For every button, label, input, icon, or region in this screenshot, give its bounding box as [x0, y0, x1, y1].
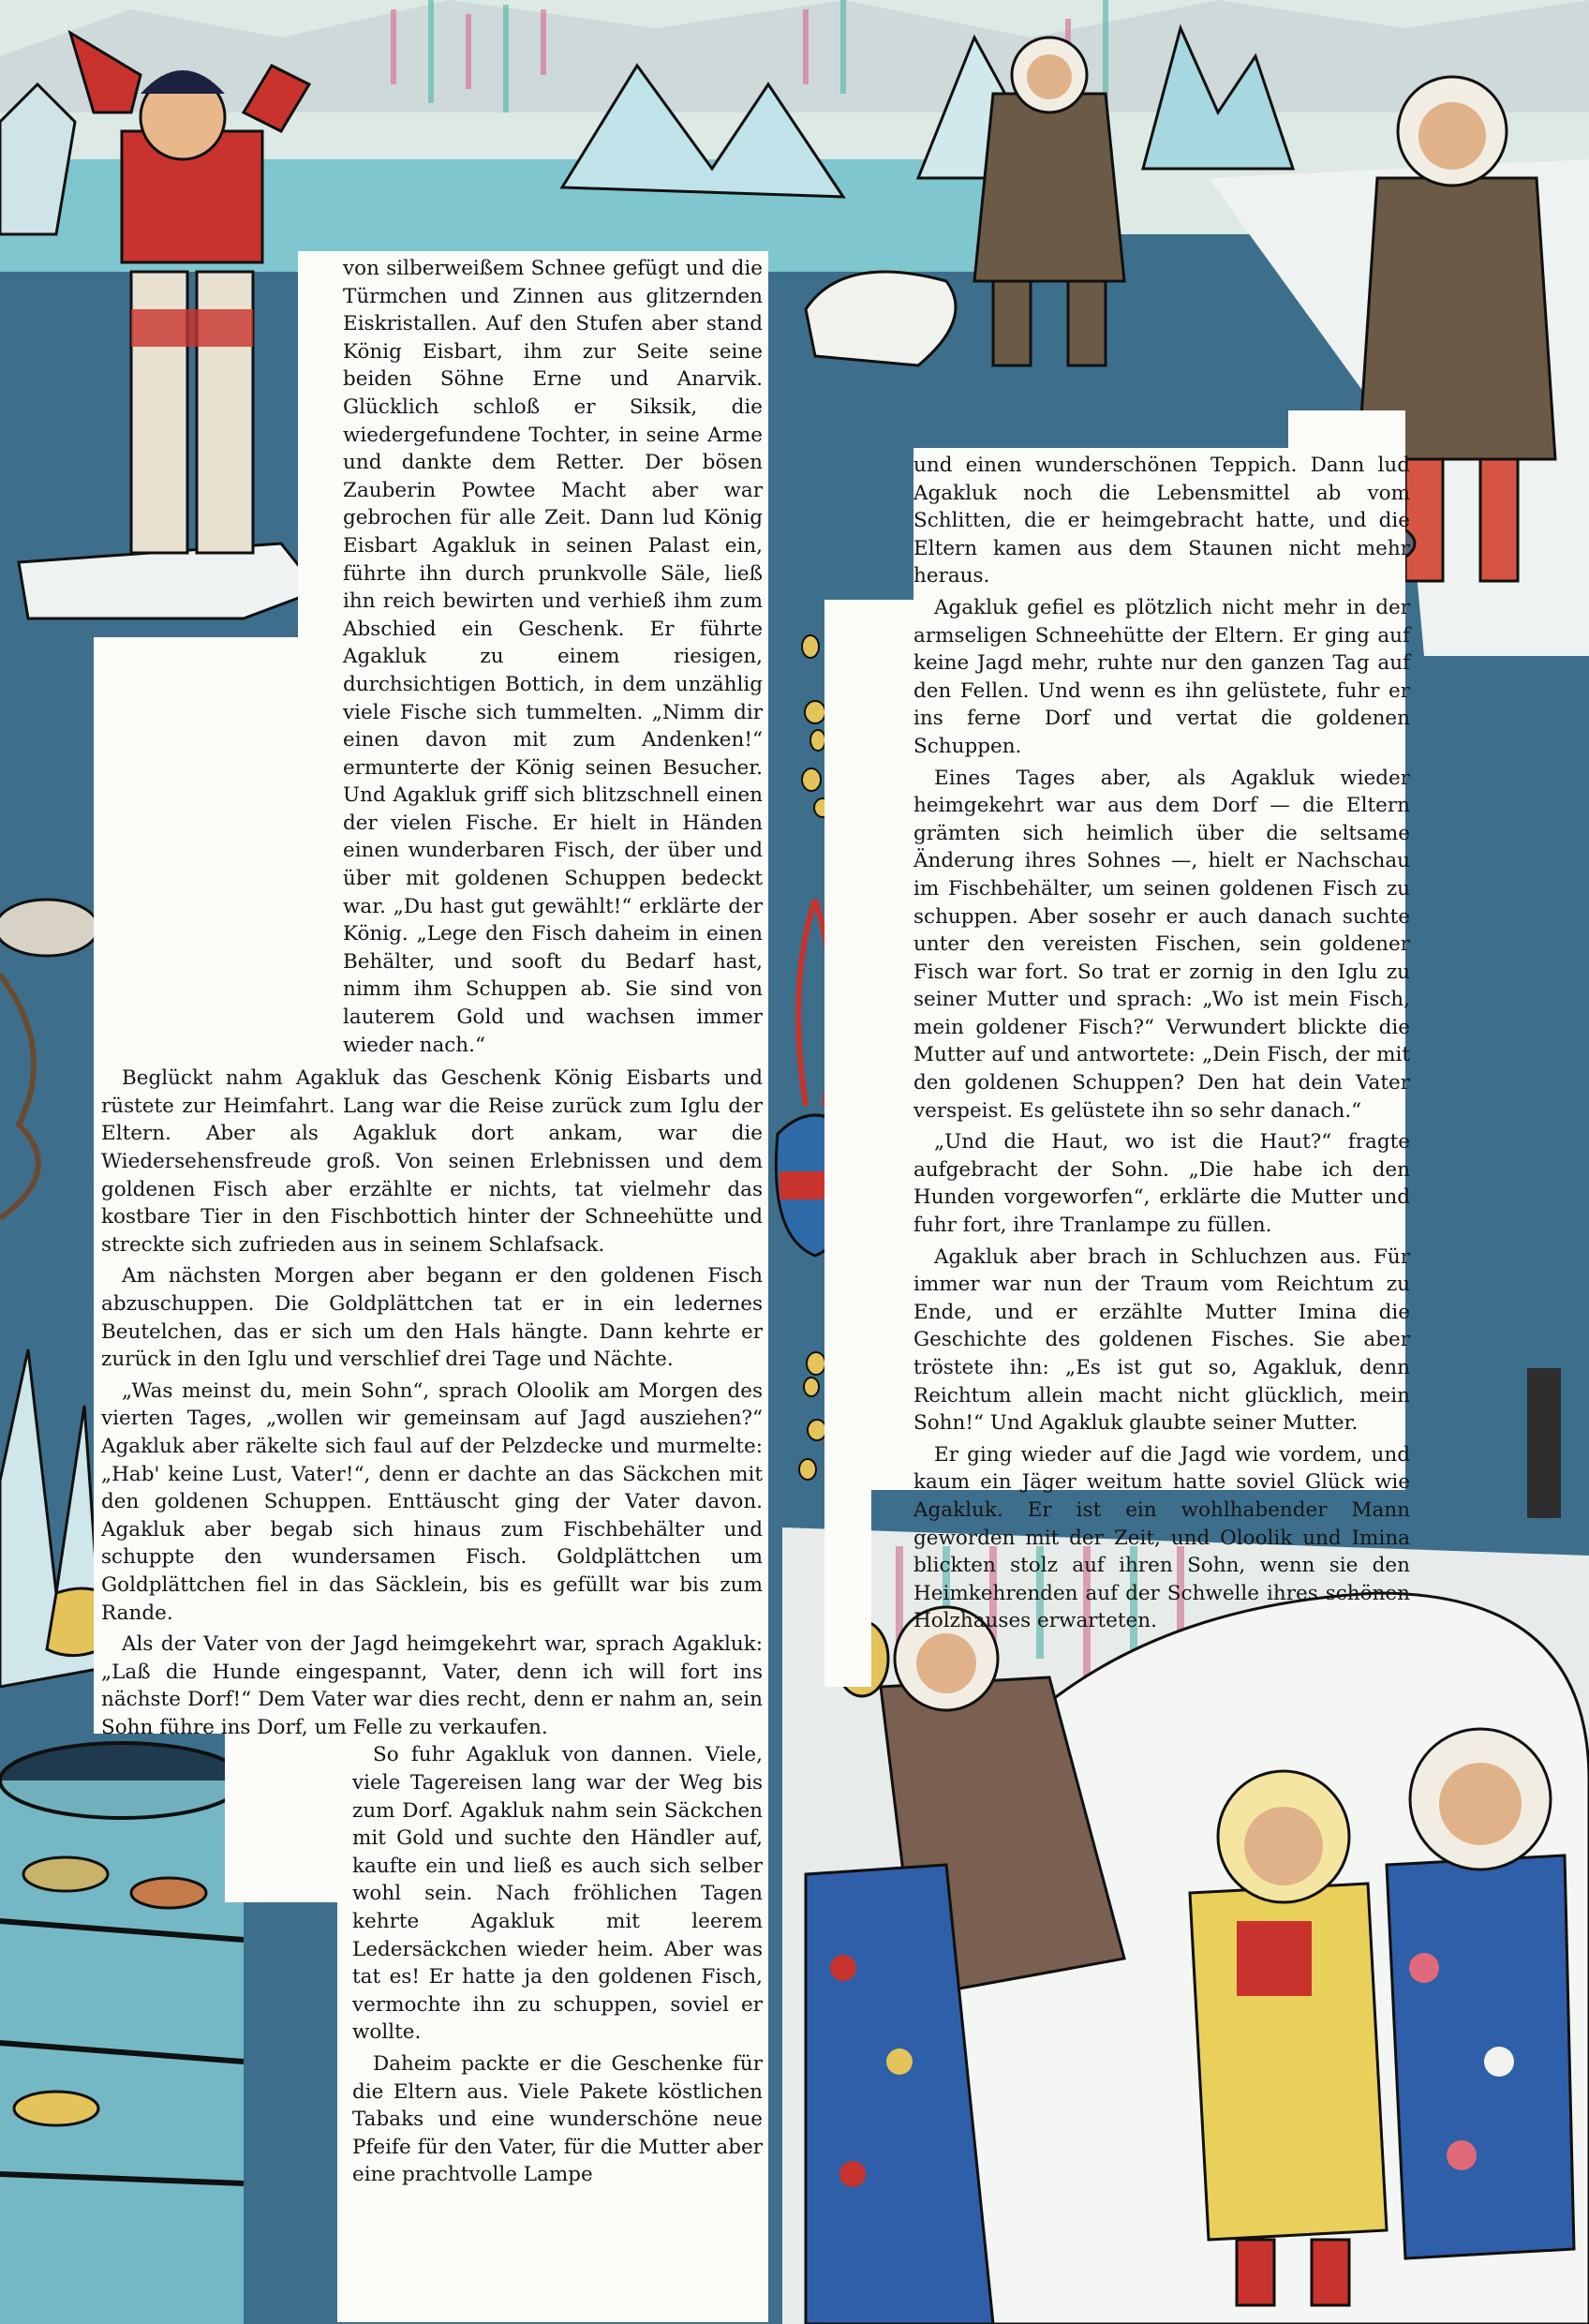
story-column-right	[913, 452, 1410, 1635]
paragraph: „Was meinst du, mein Sohn“, sprach Oloolik am Morgen des vierten Tages, „wollen wir gemeinsam auf Jagd ausziehen?“ Agakluk aber räkelte sich faul auf der Pelzdecke und murmelte: „Hab' keine Lust, Vater!“, denn er dachte an das Säckchen mit den goldenen Schuppen. Enttäuscht ging der Vater davon. Agakluk aber begab sich hinaus zum Fischbehälter und schuppte den wundersamen Fisch. Goldplättchen um Goldplättchen fiel in das Säcklein, bis es gefüllt war bis zum Rande.	[101, 1378, 763, 1625]
paragraph: Am nächsten Morgen aber begann er den goldenen Fisch abzuschuppen. Die Goldplättchen tat er in ein ledernes Beutelchen, das er sich um den Hals hängte. Dann kehrte er zurück in den Iglu und verschlief drei Tage und Nächte.	[101, 1264, 763, 1372]
paragraph: und einen wunderschönen Teppich. Dann lud Agakluk noch die Lebensmittel ab vom Schlitten, die er heimgebracht hatte, und die Eltern kamen aus dem Staunen nicht mehr heraus.	[913, 454, 1410, 588]
story-column-left	[101, 255, 763, 2189]
paragraph: Agakluk aber brach in Schluchzen aus. Für immer war nun der Traum vom Reichtum zu Ende, und er erzählte Mutter Imina die Geschichte des goldenen Fisches. Sie aber tröstete ihn: „Es ist gut so, Agakluk, denn Reichtum allein macht nicht glücklich, mein Sohn!“ Und Agakluk glaubte seiner Mutter.	[913, 1244, 1410, 1436]
paragraph: Eines Tages aber, als Agakluk wieder heimgekehrt war aus dem Dorf — die Eltern grämten sich heimlich über die seltsame Änderung ihres Sohnes —, hielt er Nachschau im Fischbehälter, um seinen goldenen Fisch zu schuppen. Aber sosehr er auch danach suchte unter den vereisten Fischen, sein goldener Fisch war fort. So trat er zornig in den Iglu zu seiner Mutter und sprach: „Wo ist mein Fisch, mein goldener Fisch?“ Verwundert blickte die Mutter auf und antwortete: „Dein Fisch, der mit den goldenen Schuppen? Den hat dein Vater verspeist. Es gelüstete ihn so sehr danach.“	[913, 766, 1410, 1123]
paragraph: Als der Vater von der Jagd heimgekehrt war, sprach Agakluk: „Laß die Hunde eingespannt, Vater, denn ich will fort ins nächste Dorf!“ Dem Vater war dies recht, denn er nahm an, sein Sohn führe ins Dorf, um Felle zu verkaufen.	[101, 1632, 763, 1739]
paragraph: Er ging wieder auf die Jagd wie vordem, und kaum ein Jäger weitum hatte soviel Glück wie Agakluk. Er ist ein wohlhabender Mann geworden mit der Zeit, und Oloolik und Imina blickten stolz auf ihren Sohn, wenn sie den Heimkehrenden auf der Schwelle ihres schönen Holzhauses erwarteten.	[913, 1442, 1410, 1633]
paragraph: Agakluk gefiel es plötzlich nicht mehr in der armseligen Schneehütte der Eltern. Er ging auf keine Jagd mehr, ruhte nur den ganzen Tag auf den Fellen. Und wenn es ihn gelüstete, fuhr er ins ferne Dorf und vertat die goldenen Schuppen.	[913, 595, 1410, 758]
paragraph: So fuhr Agakluk von dannen. Viele, viele Tagereisen lang war der Weg bis zum Dorf. Agakluk nahm sein Säckchen mit Gold und suchte den Händler auf, kaufte ein und ließ es auch sich selber wohl sein. Nach fröhlichen Tagen kehrte Agakluk mit leerem Ledersäckchen wieder heim. Aber was tat es! Er hatte ja den goldenen Fisch, vermochte ihn zu schuppen, soviel er wollte.	[352, 1743, 763, 2045]
paragraph: „Und die Haut, wo ist die Haut?“ fragte aufgebracht der Sohn. „Die habe ich den Hunden vorgeworfen“, erklärte die Mutter und fuhr fort, ihre Tranlampe zu füllen.	[913, 1130, 1410, 1238]
paragraph: Beglückt nahm Agakluk das Geschenk König Eisbarts und rüstete zur Heimfahrt. Lang war die Reise zurück zum Iglu der Eltern. Aber als Agakluk dort ankam, war die Wiedersehensfreude groß. Von seinen Erlebnissen und dem goldenen Fisch aber erzählte er nichts, tat vielmehr das kostbare Tier in den Fischbottich hinter der Schneehütte und streckte sich zufrieden aus in seinem Schlafsack.	[101, 1066, 763, 1257]
paragraph: Daheim packte er die Geschenke für die Eltern aus. Viele Pakete köstlichen Tabaks und eine wunderschöne neue Pfeife für den Vater, für die Mutter aber eine prachtvolle Lampe	[352, 2052, 763, 2187]
paragraph: von silberweißem Schnee gefügt und die Türmchen und Zinnen aus glitzernden Eiskristallen. Auf den Stufen aber stand König Eisbart, ihm zur Seite seine beiden Söhne Erne und Anarvik. Glücklich schloß er Siksik, die wiedergefundene Tochter, in seine Arme und dankte dem Retter. Der bösen Zauberin Powtee Macht aber war gebrochen für alle Zeit. Dann lud König Eisbart Agakluk in seinen Palast ein, führte ihn durch prunkvolle Säle, ließ ihn reich bewirten und verhieß ihm zum Abschied ein Geschenk. Er führte Agakluk zu einem riesigen, durchsichtigen Bottich, in dem unzählig viele Fische sich tummelten. „Nimm dir einen davon mit zum Andenken!“ ermunterte der König seinen Besucher. Und Agakluk griff sich blitzschnell einen der vielen Fische. Er hielt in Händen einen wunderbaren Fisch, der über und über mit goldenen Schuppen bedeckt war. „Du hast gut gewählt!“ erklärte der König. „Lege den Fisch daheim in einen Behälter, und sooft du Bedarf hast, nimm ihm Schuppen ab. Sie sind von lauterem Gold und wachsen immer wieder nach.“	[343, 257, 763, 1057]
